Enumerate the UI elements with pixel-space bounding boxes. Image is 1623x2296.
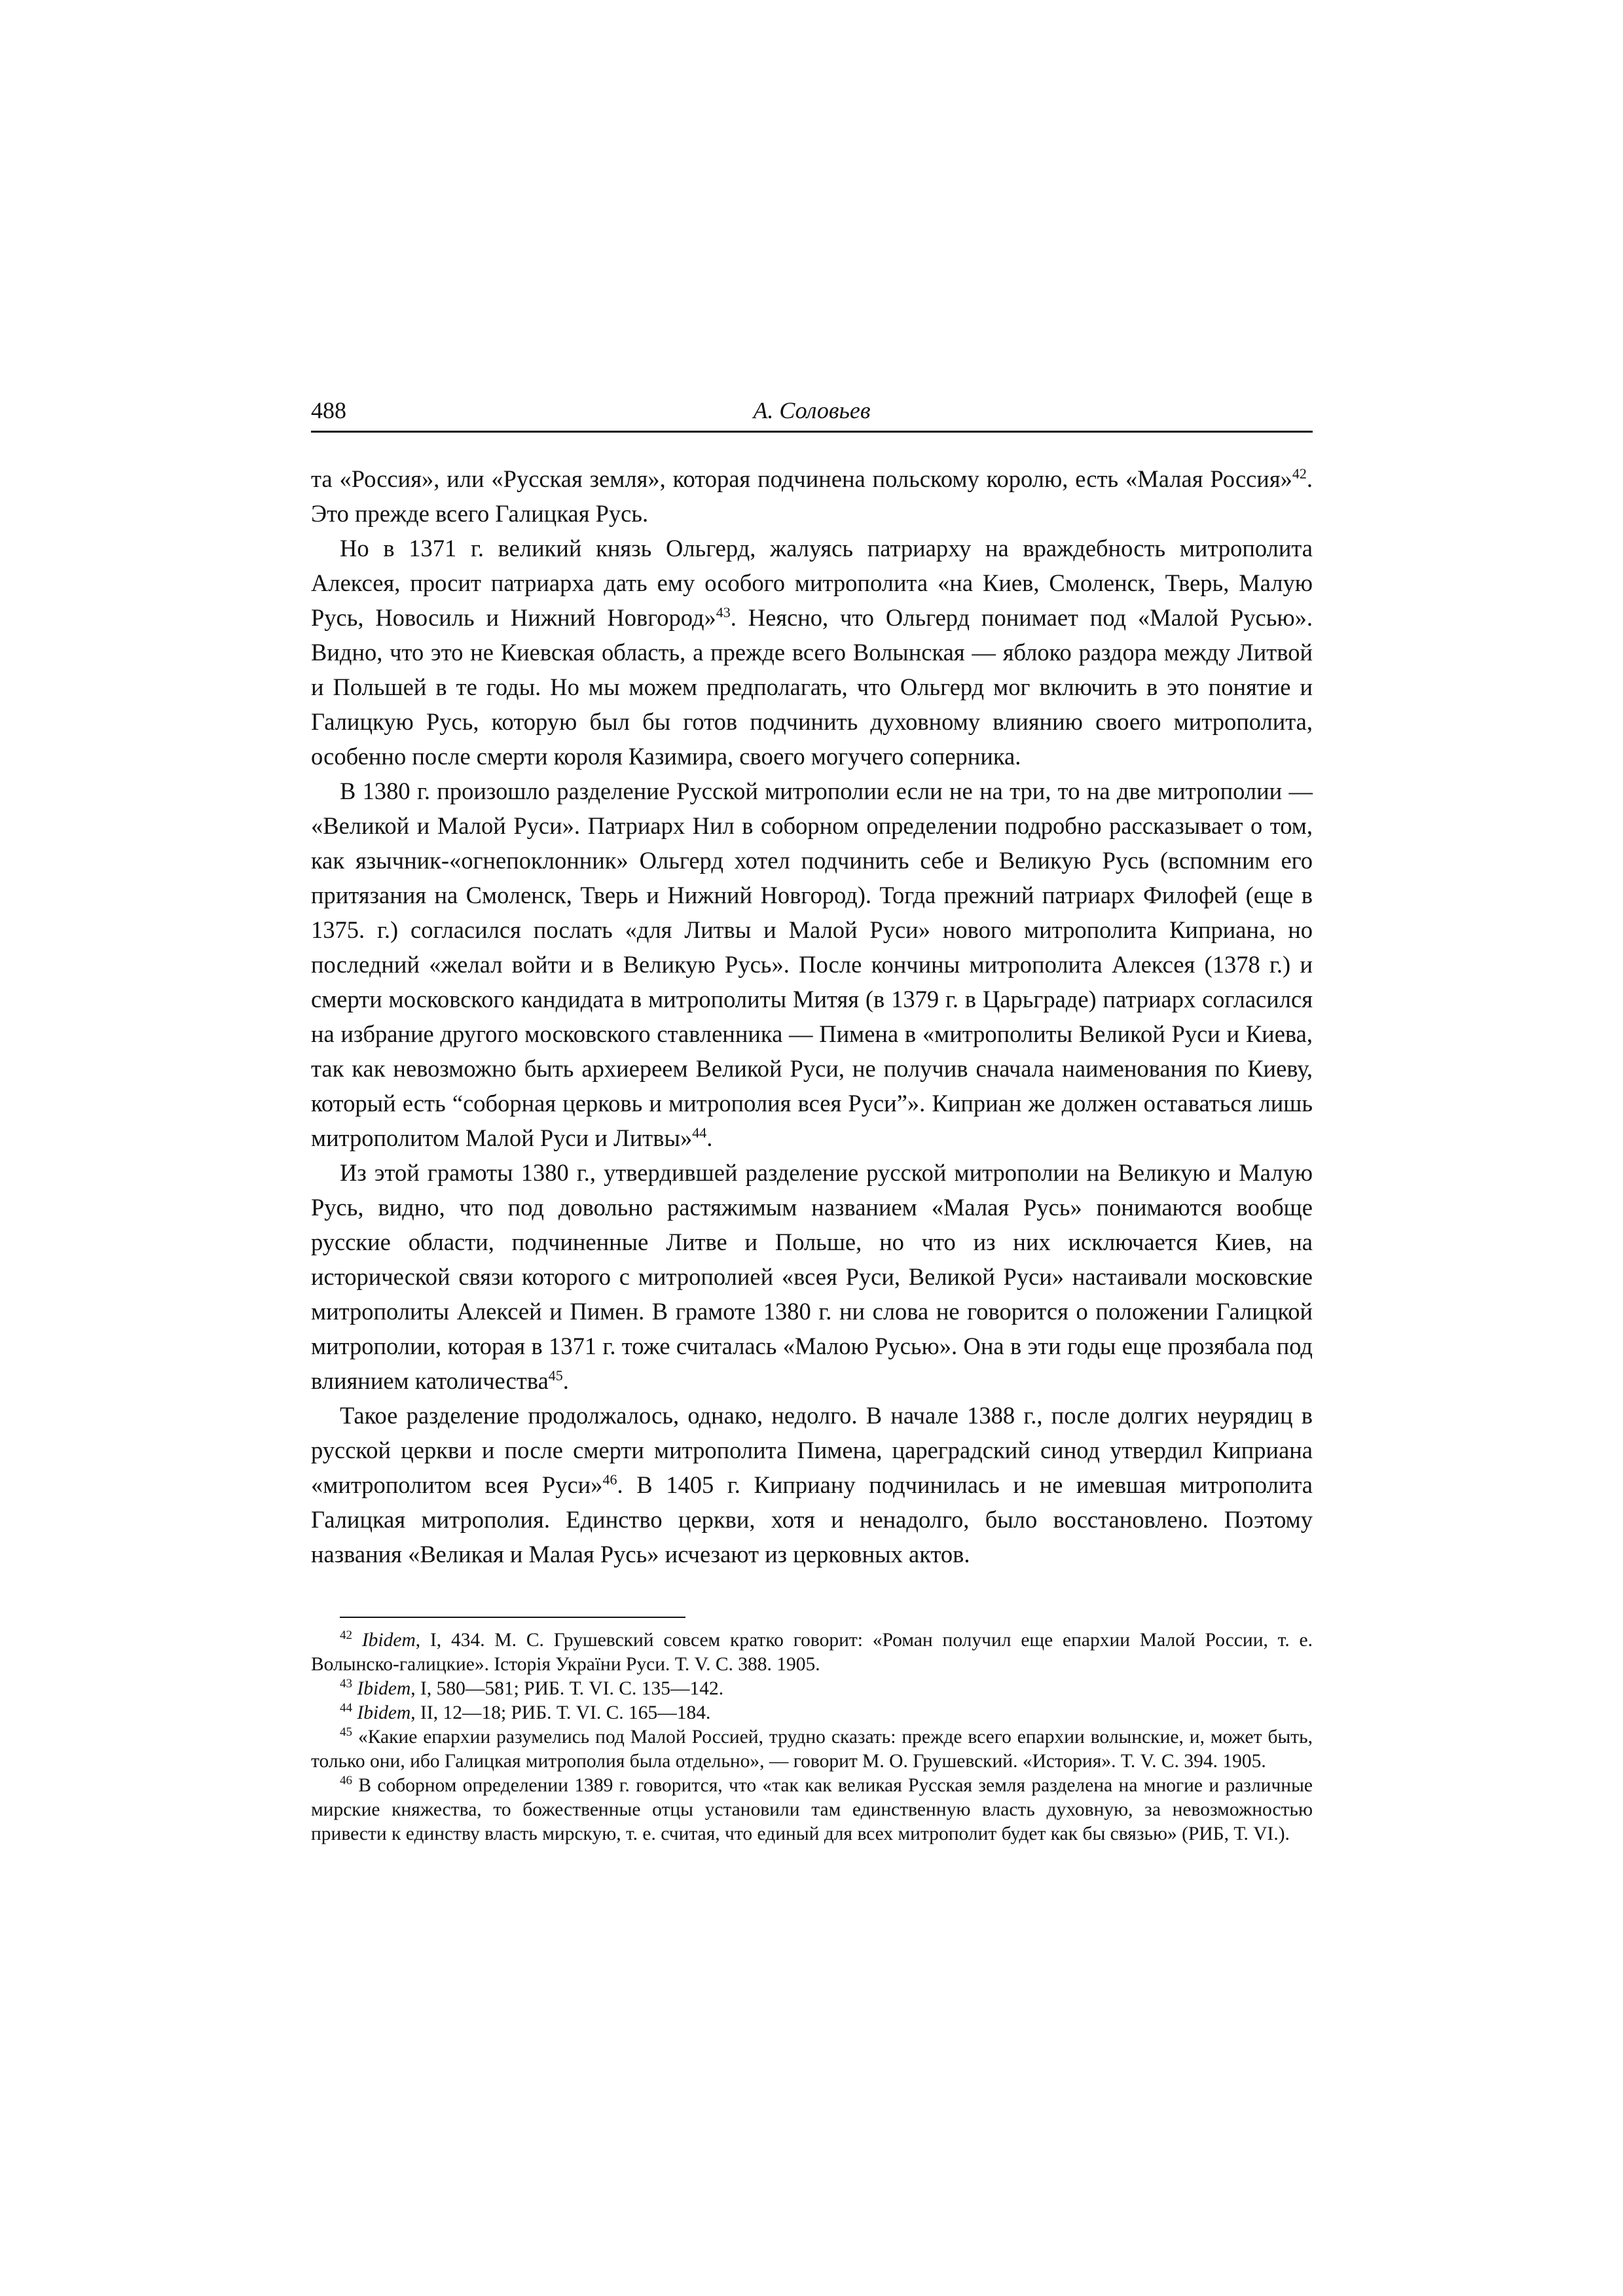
paragraph-5 xyxy=(311,1398,1313,1571)
footnote-ibid: Ibidem xyxy=(357,1702,411,1723)
header-rule xyxy=(311,431,1313,433)
paragraph-text: . Неясно, что Ольгерд понимает под «Малой Русью». Видно, что это не Киевская область, а прежде всего Волынская — яблоко раздора между Литвой и Польшей в те годы. Но мы можем предполагать, что Ольгерд мог включить в это понятие и Галицкую Русь, которую был бы готов подчинить духовному влиянию своего митрополита, особенно после смерти короля Казимира, своего могучего соперника. xyxy=(311,604,1313,770)
paragraph-text: Из этой грамоты 1380 г., утвердившей разделение русской митрополии на Великую и Малую Русь, видно, что под довольно растяжимым названием «Малая Русь» понимаются вообще русские области, подчиненные Литве и Польше, но что из них исключается Киев, на исторической связи которого с митрополией «всея Руси, Великой Руси» настаивали московские митрополиты Алексей и Пимен. В грамоте 1380 г. ни слова не говорится о положении Галицкой митрополии, которая в 1371 г. тоже считалась «Малою Русью». Она в эти годы еще прозябала под влиянием католичества xyxy=(311,1159,1313,1394)
footnote-45 xyxy=(311,1725,1313,1774)
page-number: 488 xyxy=(311,397,346,423)
paragraph-2 xyxy=(311,531,1313,774)
footnote-ref-44: 44 xyxy=(692,1124,707,1141)
main-text xyxy=(311,461,1313,1571)
footnote-ref-43: 43 xyxy=(716,603,731,620)
paragraph-text: . xyxy=(562,1367,569,1394)
page-header xyxy=(311,390,1313,436)
footnote-number: 45 xyxy=(340,1725,352,1740)
footnote-ibid: Ibidem xyxy=(357,1678,411,1699)
paragraph-text: . Это прежде всего Галицкая Русь. xyxy=(311,465,1313,527)
paragraph-1 xyxy=(311,461,1313,531)
footnote-number: 42 xyxy=(340,1628,352,1643)
running-title: А. Соловьев xyxy=(753,397,871,423)
footnote-44 xyxy=(311,1701,1313,1725)
footnote-text: «Какие епархии разумелись под Малой Россией, трудно сказать: прежде всего епархии волынские, и, может быть, только они, ибо Галицкая митрополия была отдельно», — говорит М. О. Грушевский. «История». Т. V. С. 394. 1905. xyxy=(311,1727,1313,1772)
paragraph-4 xyxy=(311,1155,1313,1398)
footnote-43 xyxy=(311,1677,1313,1701)
paragraph-text: . xyxy=(706,1124,713,1151)
footnote-ref-46: 46 xyxy=(602,1471,617,1488)
footnotes xyxy=(311,1628,1313,1846)
footnote-text: , II, 12—18; РИБ. Т. VI. С. 165—184. xyxy=(410,1702,711,1723)
footnote-ibid: Ibidem xyxy=(361,1630,416,1651)
footnote-number: 44 xyxy=(340,1701,352,1715)
paragraph-3 xyxy=(311,774,1313,1155)
paragraph-text: В 1380 г. произошло разделение Русской митрополии если не на три, то на две митрополии — «Великой и Малой Руси». Патриарх Нил в соборном определении подробно рассказывает о том, как язычник-«огнепоклонник» Ольгерд хотел подчинить себе и Великую Русь (вспомним его притязания на Смоленск, Тверь и Нижний Новгород). Тогда прежний патриарх Филофей (еще в 1375. г.) согласился послать «для Литвы и Малой Руси» нового митрополита Киприана, но последний «желал войти и в Великую Русь». После кончины митрополита Алексея (1378 г.) и смерти московского кандидата в митрополиты Митяя (в 1379 г. в Царьграде) патриарх согласился на избрание другого московского ставленника — Пимена в «митрополиты Великой Руси и Киева, так как невозможно быть архиереем Великой Руси, не получив сначала наименования по Киеву, который есть “соборная церковь и митрополия всея Руси”». Киприан же должен оставаться лишь митрополитом Малой Руси и Литвы» xyxy=(311,778,1313,1151)
footnote-number: 43 xyxy=(340,1677,352,1691)
footnote-ref-45: 45 xyxy=(548,1367,563,1384)
footnote-text: , I, 434. М. С. Грушевский совсем кратко говорит: «Роман получил еще епархии Малой России, т. е. Волынско-галицкие». Історія України Руси. Т. V. С. 388. 1905. xyxy=(311,1630,1313,1675)
paragraph-text: Такое разделение продолжалось, однако, недолго. В начале 1388 г., после долгих неурядиц в русской церкви и после смерти митрополита Пимена, цареградский синод утвердил Киприана «митрополитом всея Руси» xyxy=(311,1402,1313,1498)
paragraph-text: та «Россия», или «Русская земля», которая подчинена польскому королю, есть «Малая Россия» xyxy=(311,465,1292,492)
footnote-46 xyxy=(311,1774,1313,1846)
footnote-number: 46 xyxy=(340,1774,352,1788)
footnote-text: В соборном определении 1389 г. говорится, что «так как великая Русская земля разделена на многие и различные мирские княжества, то божественные отцы установили там единственную власть духовную, за невозможностью привести к единству власть мирскую, т. е. считая, что единый для всех митрополит будет как бы связью» (РИБ, Т. VI.). xyxy=(311,1775,1313,1844)
footnote-text: , I, 580—581; РИБ. Т. VI. С. 135—142. xyxy=(410,1678,724,1699)
footnote-ref-42: 42 xyxy=(1292,465,1307,482)
footnote-separator xyxy=(340,1617,685,1618)
footnote-42 xyxy=(311,1628,1313,1677)
paragraph-text: . В 1405 г. Киприану подчинилась и не имевшая митрополита Галицкая митрополия. Единство церкви, хотя и ненадолго, было восстановлено. Поэтому названия «Великая и Малая Русь» исчезают из церковных актов. xyxy=(311,1471,1313,1568)
paragraph-text: Но в 1371 г. великий князь Ольгерд, жалуясь патриарху на враждебность митрополита Алексея, просит патриарха дать ему особого митрополита «на Киев, Смоленск, Тверь, Малую Русь, Новосиль и Нижний Новгород» xyxy=(311,535,1313,631)
